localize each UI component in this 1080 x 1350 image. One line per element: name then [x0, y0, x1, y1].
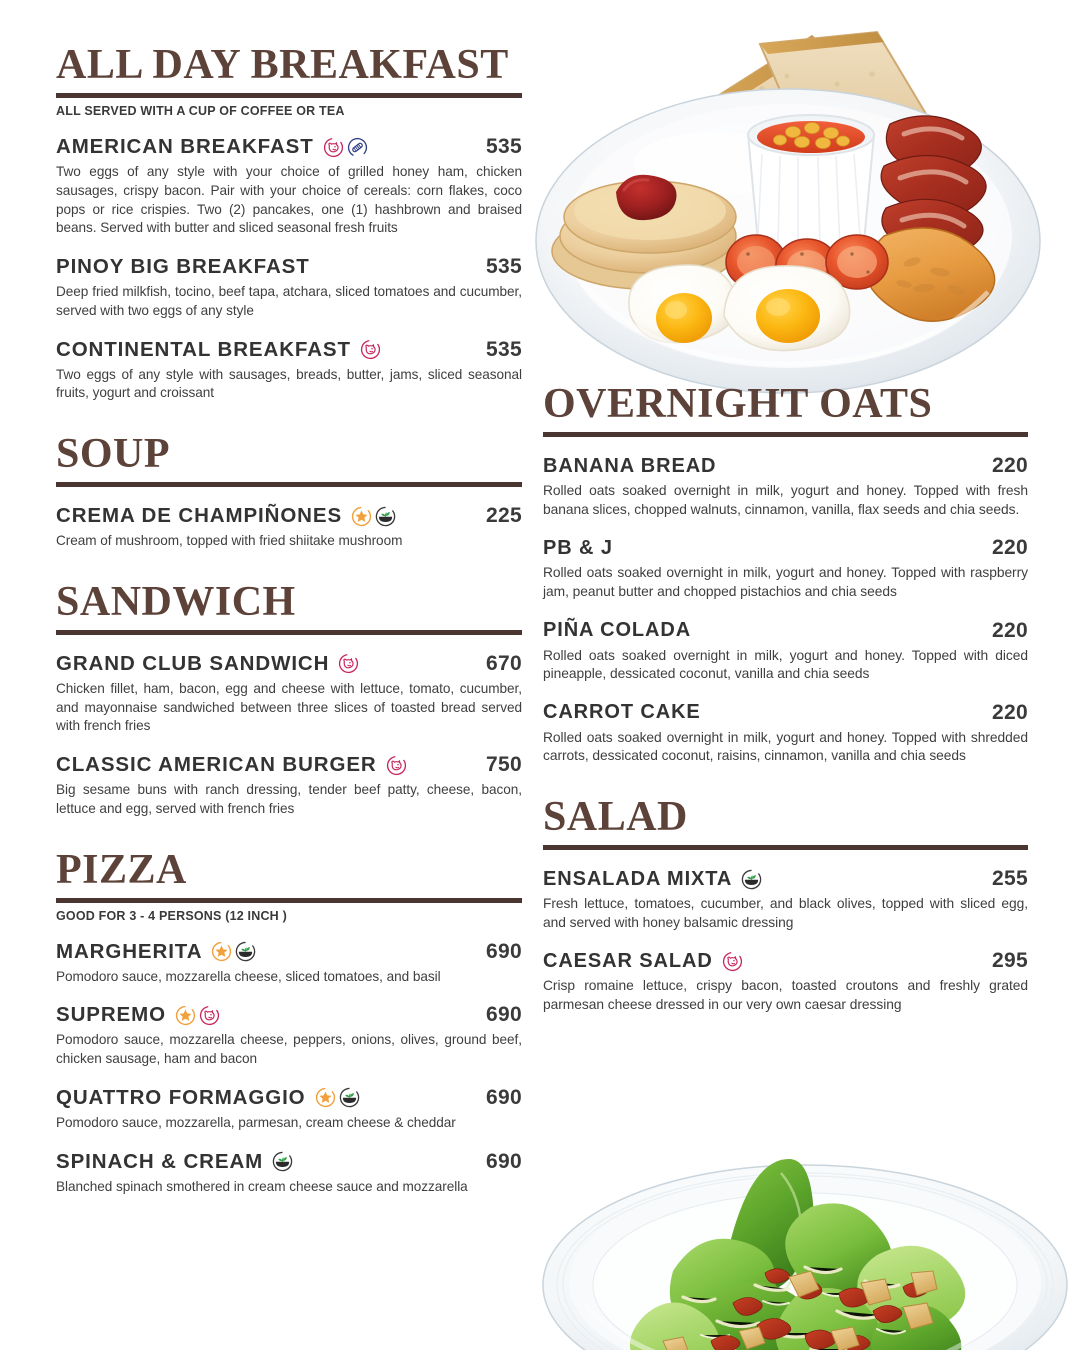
menu-item-header	[56, 338, 522, 362]
menu-item-name-group	[56, 753, 407, 777]
section-title: SOUP	[56, 431, 171, 477]
section-divider	[56, 482, 522, 487]
pork-icon	[386, 755, 407, 776]
menu-item-name: CREMA DE CHAMPIÑONES	[56, 504, 343, 527]
menu-item-name: PIÑA COLADA	[543, 619, 692, 641]
menu-item-description: Crisp romaine lettuce, crispy bacon, toasted croutons and freshly grated parmesan cheese dressed in our very own caesar dressing	[543, 978, 1028, 1012]
menu-item	[543, 949, 1028, 1014]
menu-item-header	[56, 255, 522, 279]
menu-item-description: Chicken fillet, ham, bacon, egg and cheese with lettuce, tomato, cucumber, and mayonnaise sandwiched between three slices of toasted bread served with french fries	[56, 680, 522, 734]
menu-item-description: Pomodoro sauce, mozzarella cheese, sliced tomatoes, and basil	[56, 968, 441, 984]
menu-item-name-group	[543, 455, 716, 478]
section-title: SALAD	[543, 794, 688, 840]
menu-item-name: QUATTRO FORMAGGIO	[56, 1085, 306, 1109]
menu-item	[56, 135, 522, 238]
signature-icon	[175, 1005, 196, 1026]
menu-item-price: 670	[486, 651, 522, 675]
menu-item-description: Blanched spinach smothered in cream cheese sauce and mozzarella	[56, 1178, 468, 1194]
section-divider	[56, 93, 522, 98]
menu-item-name-group	[56, 652, 359, 676]
menu-item-price: 295	[992, 949, 1028, 973]
menu-item-description: Deep fried milkfish, tocino, beef tapa, atchara, sliced tomatoes and cucumber, served with two eggs of any style	[56, 284, 522, 318]
menu-item-name: AMERICAN BREAKFAST	[56, 135, 314, 158]
menu-item-badges	[722, 951, 743, 972]
menu-item-name-group	[56, 255, 310, 279]
menu-item	[56, 338, 522, 404]
menu-item-badges	[386, 755, 407, 776]
menu-item-price: 690	[486, 1003, 522, 1027]
menu-item-name: SPINACH & CREAM	[56, 1149, 264, 1173]
menu-item-description: Cream of mushroom, topped with fried shiitake mushroom	[56, 533, 403, 548]
menu-item-name-group	[56, 1150, 293, 1174]
pork-icon	[338, 653, 359, 674]
pork-icon	[323, 137, 344, 158]
menu-item-price: 535	[486, 337, 522, 361]
section-divider	[543, 845, 1028, 850]
menu-item	[56, 255, 522, 321]
section-title: ALL DAY BREAKFAST	[56, 42, 509, 88]
menu-item-name: SUPREMO	[56, 1003, 166, 1027]
menu-item-badges	[741, 869, 762, 890]
vegetarian-icon	[339, 1087, 360, 1108]
menu-item-name: MARGHERITA	[56, 939, 203, 963]
vegetarian-icon	[272, 1151, 293, 1172]
menu-item-price: 690	[486, 1085, 522, 1109]
menu-item-header	[543, 619, 1028, 643]
menu-item	[56, 753, 522, 819]
menu-item-price: 220	[992, 618, 1028, 642]
menu-item-header	[56, 135, 522, 159]
menu-item-name-group	[56, 940, 256, 964]
menu-item-price: 220	[992, 700, 1028, 724]
section-title: PIZZA	[56, 846, 187, 893]
menu-item-header	[543, 701, 1028, 725]
menu-section	[56, 846, 522, 1197]
section-subtitle: ALL SERVED WITH A CUP OF COFFEE OR TEA	[56, 104, 345, 118]
menu-item-name: BANANA BREAD	[543, 454, 717, 477]
menu-item-price: 220	[992, 536, 1028, 560]
menu-item-description: Rolled oats soaked overnight in milk, yogurt and honey. Topped with raspberry jam, peanut butter and chopped pistachios and chia seeds	[543, 565, 1028, 599]
menu-section	[543, 383, 1028, 766]
menu-item-name-group	[56, 1086, 360, 1110]
menu-section	[543, 796, 1028, 1015]
menu-item-name-group	[56, 135, 368, 159]
menu-item-name-group	[56, 1003, 220, 1027]
pork-icon	[199, 1005, 220, 1026]
menu-item-badges	[351, 506, 396, 527]
menu-item-header	[56, 652, 522, 676]
signature-icon	[315, 1087, 336, 1108]
menu-item-header	[56, 753, 522, 777]
menu-item-header	[543, 454, 1028, 478]
menu-item	[56, 940, 522, 987]
menu-item-name: PINOY BIG BREAKFAST	[56, 255, 310, 278]
section-divider	[543, 432, 1028, 437]
menu-item-name: ENSALADA MIXTA	[543, 867, 733, 890]
vegetarian-icon	[741, 869, 762, 890]
pork-icon	[360, 339, 381, 360]
menu-item-header	[543, 867, 1028, 891]
menu-item	[56, 1003, 522, 1069]
menu-item-header	[56, 504, 522, 528]
menu-item	[543, 619, 1028, 684]
menu-item-name: GRAND CLUB SANDWICH	[56, 651, 330, 675]
menu-item-header	[56, 1150, 522, 1174]
vegetarian-icon	[375, 506, 396, 527]
menu-item-description: Pomodoro sauce, mozzarella cheese, peppers, onions, olives, ground beef, chicken sausage, ham and bacon	[56, 1032, 522, 1066]
left-menu-column	[56, 44, 522, 1196]
menu-item	[543, 536, 1028, 601]
menu-item-name: CAESAR SALAD	[543, 949, 713, 972]
right-menu-column	[543, 383, 1028, 1015]
menu-item-header	[543, 536, 1028, 560]
menu-item-name: PB & J	[543, 536, 613, 559]
menu-item	[56, 1150, 522, 1197]
menu-item-name-group	[543, 868, 762, 891]
menu-section	[56, 433, 522, 551]
menu-item-name: CLASSIC AMERICAN BURGER	[56, 753, 377, 776]
menu-item-price: 535	[486, 135, 522, 158]
menu-item-badges	[360, 339, 381, 360]
all-day-breakfast-plate-photo	[512, 14, 1080, 396]
menu-item-name-group	[543, 950, 743, 973]
menu-section	[56, 578, 522, 819]
menu-item-header	[56, 1086, 522, 1110]
menu-item-name: CARROT CAKE	[543, 701, 701, 724]
menu-item-name-group	[56, 338, 381, 362]
menu-item	[543, 867, 1028, 932]
vegetarian-icon	[235, 941, 256, 962]
menu-item-price: 225	[486, 504, 522, 527]
menu-item-price: 750	[486, 753, 522, 776]
menu-item-header	[56, 940, 522, 964]
menu-item-description: Two eggs of any style with your choice of grilled honey ham, chicken sausages, crispy bacon. Pair with your choice of cereals: corn flakes, coco pops or rice crispies. Two (2) pancakes, one (1) hashbrown and braised beans. Served with butter and sliced seasonal fresh fruits	[56, 164, 522, 236]
section-title: SANDWICH	[56, 578, 296, 625]
menu-item-description: Two eggs of any style with sausages, breads, butter, jams, sliced seasonal fruits, yogurt and croissant	[56, 366, 522, 401]
menu-item-description: Fresh lettuce, tomatoes, cucumber, and black olives, topped with sliced egg, and served with honey balsamic dressing	[543, 896, 1028, 930]
menu-item-price: 220	[992, 454, 1028, 477]
section-divider	[56, 898, 522, 903]
bacon-icon	[347, 137, 368, 158]
signature-icon	[351, 506, 372, 527]
menu-item-name-group	[543, 701, 701, 724]
section-title: OVERNIGHT OATS	[543, 381, 933, 427]
menu-item-name: CONTINENTAL BREAKFAST	[56, 337, 351, 361]
caesar-salad-photo	[505, 1135, 1080, 1350]
menu-item-price: 690	[486, 939, 522, 963]
menu-section	[56, 44, 522, 403]
menu-item	[56, 652, 522, 736]
menu-item-badges	[211, 941, 256, 962]
menu-item-description: Rolled oats soaked overnight in milk, yogurt and honey. Topped with diced pineapple, dessicated coconut, vanilla and chia seeds	[543, 647, 1028, 682]
menu-item-header	[56, 1003, 522, 1027]
menu-item-name-group	[543, 537, 613, 560]
menu-item-badges	[272, 1151, 293, 1172]
menu-item	[56, 1086, 522, 1133]
section-subtitle: GOOD FOR 3 - 4 PERSONS (12 INCH )	[56, 908, 287, 923]
menu-item-description: Pomodoro sauce, mozzarella, parmesan, cream cheese & cheddar	[56, 1114, 456, 1130]
menu-item-name-group	[543, 619, 691, 642]
menu-item-header	[543, 949, 1028, 973]
menu-item-price: 690	[486, 1149, 522, 1173]
section-divider	[56, 630, 522, 635]
signature-icon	[211, 941, 232, 962]
menu-item	[56, 504, 522, 551]
menu-item	[543, 701, 1028, 766]
pork-icon	[722, 951, 743, 972]
menu-item-badges	[338, 653, 359, 674]
menu-item-price: 535	[486, 255, 522, 278]
menu-item-description: Big sesame buns with ranch dressing, tender beef patty, cheese, bacon, lettuce and egg, served with french fries	[56, 782, 522, 816]
menu-item-badges	[175, 1005, 220, 1026]
menu-item	[543, 454, 1028, 519]
menu-item-description: Rolled oats soaked overnight in milk, yogurt and honey. Topped with shredded carrots, dessicated coconut, raisins, cinnamon, vanilla and chia seeds	[543, 729, 1028, 764]
menu-item-description: Rolled oats soaked overnight in milk, yogurt and honey. Topped with fresh banana slices, chopped walnuts, cinnamon, vanilla, flax seeds and chia seeds.	[543, 483, 1028, 517]
menu-item-badges	[315, 1087, 360, 1108]
menu-item-name-group	[56, 504, 396, 528]
menu-item-badges	[323, 137, 368, 158]
menu-item-price: 255	[992, 867, 1028, 890]
